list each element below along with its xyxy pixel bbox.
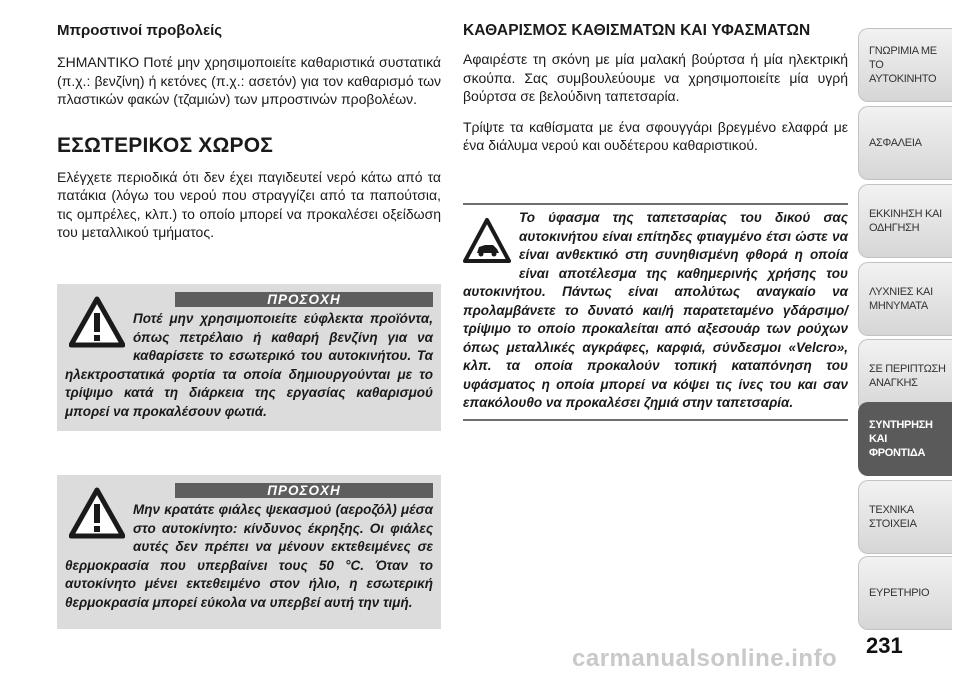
tab-emergency[interactable]: ΣΕ ΠΕΡΙΠΤΩΣΗ ΑΝΑΓΚΗΣ [858, 339, 952, 413]
warning-triangle-icon [69, 296, 125, 348]
tab-technical-data[interactable]: ΤΕΧΝΙΚΑ ΣΤΟΙΧΕΙΑ [858, 480, 952, 554]
heading-front-lights: Μπροστινοί προβολείς [57, 22, 223, 39]
tab-starting-driving[interactable]: ΕΚΚΙΝΗΣΗ ΚΑΙ ΟΔΗΓΗΣΗ [858, 184, 952, 258]
car-on-road-icon [463, 217, 511, 265]
tab-getting-to-know[interactable]: ΓΝΩΡΙΜΙΑ ΜΕ ΤΟ ΑΥΤΟΚΙΝΗΤΟ [858, 28, 952, 102]
tab-safety[interactable]: ΑΣΦΑΛΕΙΑ [858, 106, 952, 180]
left-column [57, 22, 441, 242]
warning-label: ΠΡΟΣΟΧΗ [175, 483, 433, 498]
notice-text: Το ύφασμα της ταπετσαρίας του δικού σας αυτοκινήτου είναι επίτηδες φτιαγμένο έτσι ώστε να είναι ανθεκτικό στη συνηθισμένη φθορά η οποία είναι αποτέλεσμα της καθημερινής χρήσης του αυτοκινήτου. Πάντως είναι απολύτως αναγκαίο να προλαμβάνετε το δυνατό και/ή παρατεταμένο γδάρσιμο/τρίψιμο το οποίο προκαλείται από αξεσουάρ των ρούχων όπως μεταλλικές αγκράφες, καρφιά, σύνδεσμοι «Velcro», κλπ. τα οποία προκαλούν τοπική καταπόνηση του υφάσματος η οποία μπορεί να κόψει τις ίνες του και σαν επακόλουθο να προκαλέσει ζημιά στην ταπετσαρία. [463, 210, 848, 410]
warning-box-aerosol [57, 475, 441, 629]
tab-index[interactable]: ΕΥΡΕΤΗΡΙΟ [858, 556, 952, 630]
tab-maintenance-care[interactable]: ΣΥΝΤΗΡΗΣΗ ΚΑΙ ΦΡΟΝΤΙΔΑ [858, 402, 952, 476]
warning-triangle-icon [69, 487, 125, 539]
warning-text: Ποτέ μην χρησιμοποιείτε εύφλεκτα προϊόντα, όπως πετρέλαιο ή καθαρή βενζίνη για να καθαρίσετε το εσωτερικό του αυτοκινήτου. Τα ηλεκτροστατικά φορτία τα οποία δημιουργούνται με το τρίψιμο κατά τη διάρκεια της εργασίας καθαρισμού μπορεί να προκαλέσουν φωτιά. [65, 311, 433, 419]
paragraph-dust: Αφαιρέστε τη σκόνη με μία μαλακή βούρτσα ή μία ηλεκτρική σκούπα. Σας συμβουλεύουμε να χρησιμοποιείτε μία υγρή βούρτσα σε βελούδινη ταπετσαρία. [463, 51, 848, 104]
paragraph-sponge: Τρίψτε τα καθίσματα με ένα σφουγγάρι βρεγμένο ελαφρά με ένα διάλυμα νερού και ουδέτερου καθαριστικού. [463, 118, 848, 153]
section-tabs [858, 0, 960, 677]
heading-seat-cleaning: ΚΑΘΑΡΙΣΜΟΣ ΚΑΘΙΣΜΑΤΩΝ ΚΑΙ ΥΦΑΣΜΑΤΩΝ [463, 22, 811, 39]
warning-box-flammable [57, 284, 441, 431]
paragraph-front-lights: ΣΗΜΑΝΤΙΚΟ Ποτέ μην χρησιμοποιείτε καθαριστικά συστατικά (π.χ.: βενζίνη) ή κετόνες (π.χ.: ασετόν) για τον καθαρισμό των πλαστικών φακών (τζαμιών) των μπροστινών προβολέων. [57, 54, 441, 107]
warning-text: Μην κρατάτε φιάλες ψεκασμού (αεροζόλ) μέσα στο αυτοκίνητο: κίνδυνος έκρηξης. Οι φιάλες αυτές δεν πρέπει να μένουν εκτεθειμένες σε θερμοκρασία που υπερβαίνει τους 50 °C. Όταν το αυτοκίνητο μένει εκτεθειμένο στον ήλιο, η εσωτερική θερμοκρασία μπορεί εύκολα να υπερβεί αυτή την τιμή. [65, 502, 433, 610]
middle-column [463, 22, 848, 155]
page-number: 231 [866, 633, 903, 658]
notice-box-fabric [463, 203, 848, 421]
heading-interior: ΕΣΩΤΕΡΙΚΟΣ ΧΩΡΟΣ [57, 133, 274, 157]
warning-label: ΠΡΟΣΟΧΗ [175, 292, 433, 307]
watermark: carmanualsonline.info [572, 645, 838, 672]
tab-lights-messages[interactable]: ΛΥΧΝΙΕΣ ΚΑΙ ΜΗΝΥΜΑΤΑ [858, 262, 952, 336]
paragraph-interior: Ελέγχετε περιοδικά ότι δεν έχει παγιδευτεί νερό κάτω από τα πατάκια (λόγω του νερού που στραγγίζει από τα παπούτσια, τις ομπρέλες, κλπ.) το οποίο μπορεί να προκαλέσει οξείδωση του μεταλλικού τμήματος. [57, 168, 441, 240]
